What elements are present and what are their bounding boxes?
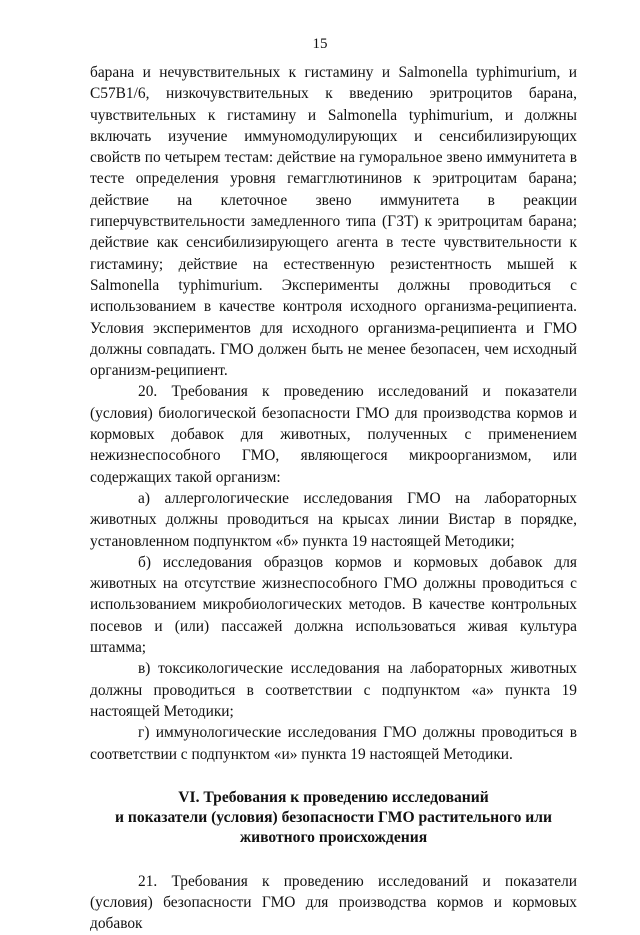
section-heading-line-2: и показатели (условия) безопасности ГМО растительного или	[115, 808, 552, 826]
subparagraph-v: в) токсикологические исследования на лабораторных животных должны проводиться в соответствии с подпунктом «а» пункта 19 настоящей Методики;	[90, 660, 577, 720]
subparagraph-b: б) исследования образцов кормов и кормовых добавок для животных на отсутствие жизнеспособного ГМО должны проводиться с использованием микробиологических методов. В качестве контрольных посевов и (или) пассажей должна использоваться живая культура штамма;	[90, 553, 577, 657]
document-body	[90, 62, 577, 935]
paragraph-continuation: барана и нечувствительных к гистамину и Salmonella typhimurium, и C57B1/6, низкочувствительных к введению эритроцитов барана, чувствительных к гистамину и Salmonella typhimurium, и должны включать изучение иммуномодулирующих и сенсибилизирующих свойств по четырем тестам: действие на гуморальное звено иммунитета в тесте определения уровня гемагглютининов к эритроцитам барана; действие на клеточное звено иммунитета в реакции гиперчувствительности замедленного типа (ГЗТ) к эритроцитам барана; действие как сенсибилизирующего агента в тесте чувствительности к гистамину; действие на естественную резистентность мышей к Salmonella typhimurium. Эксперименты должны проводиться с использованием в качестве контроля исходного организма-реципиента. Условия экспериментов для исходного организма-реципиента и ГМО должны совпадать. ГМО должен быть не менее безопасен, чем исходный организм-реципиент.	[90, 64, 577, 380]
page-number: 15	[312, 36, 328, 52]
subparagraph-g: г) иммунологические исследования ГМО должны проводиться в соответствии с подпунктом «и» пункта 19 настоящей Методики.	[90, 724, 577, 763]
paragraph-21: 21. Требования к проведению исследований и показатели (условия) безопасности ГМО для производства кормов и кормовых добавок	[90, 872, 577, 933]
section-heading	[90, 788, 577, 848]
section-heading-line-1: VI. Требования к проведению исследований	[178, 788, 489, 806]
subparagraph-a: а) аллергологические исследования ГМО на лабораторных животных должны проводиться на крысах линии Вистар в порядке, установленном подпунктом «б» пункта 19 настоящей Методики;	[90, 489, 577, 550]
section-heading-line-3: животного происхождения	[239, 828, 428, 846]
paragraph-20: 20. Требования к проведению исследований и показатели (условия) биологической безопасности ГМО для производства кормов и кормовых добавок для животных, полученных с применением нежизнеспособного ГМО, являющегося микроорганизмом, или содержащих такой организм:	[90, 383, 577, 486]
